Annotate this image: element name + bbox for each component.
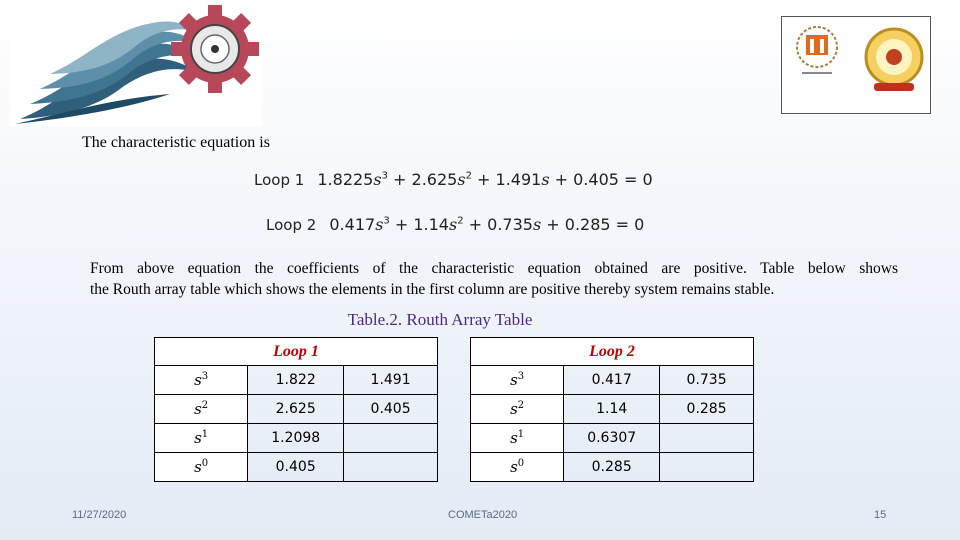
table-cell: 1.822: [248, 366, 344, 395]
row-power: $s^0$: [155, 453, 248, 482]
table-cell: 0.6307: [564, 424, 660, 453]
table-cell: 0.405: [344, 395, 438, 424]
row-power: $s^2$: [471, 395, 564, 424]
table-row: [471, 453, 754, 482]
table-cell: 0.285: [564, 453, 660, 482]
table-cell: [660, 453, 754, 482]
equation-loop-2: Loop 2 $0.417s^3 + 1.14s^2 + 0.735s + 0.285 = 0$: [266, 215, 645, 234]
table-cell: 0.285: [660, 395, 754, 424]
table-row: [471, 366, 754, 395]
page-number: 15: [874, 509, 887, 521]
table-row: [471, 395, 754, 424]
table-cell: [660, 424, 754, 453]
table-cell: [344, 424, 438, 453]
gear-icon: [171, 5, 259, 93]
equation-label: Loop 1: [254, 171, 305, 189]
left-emblem-icon: [797, 27, 837, 74]
table-cell: 2.625: [248, 395, 344, 424]
right-emblem-icon: [866, 29, 922, 91]
row-power: $s^0$: [471, 453, 564, 482]
table-cell: 1.491: [344, 366, 438, 395]
table-row: [155, 366, 438, 395]
table-title: Loop 1: [155, 338, 438, 366]
table-row: [155, 395, 438, 424]
routh-table-loop-1: [154, 337, 438, 482]
table-caption: Table.2. Routh Array Table: [347, 310, 533, 329]
row-power: $s^2$: [155, 395, 248, 424]
table-cell: 0.417: [564, 366, 660, 395]
wave-swirl-graphic: [15, 21, 200, 124]
footer-date: 11/27/2020: [72, 509, 127, 521]
table-row: [155, 453, 438, 482]
intro-text: The characteristic equation is: [82, 134, 270, 151]
row-power: $s^3$: [155, 366, 248, 395]
table-cell: 0.405: [248, 453, 344, 482]
explanation-paragraph: From above equation the coefficients of the characteristic equation obtained are positive. Table below shows the Routh array table which shows the elements in the first column are positive thereby system remains stable.: [90, 260, 898, 298]
table-cell: [344, 453, 438, 482]
table-row: [155, 424, 438, 453]
routh-table-loop-2: [470, 337, 754, 482]
table-cell: 1.14: [564, 395, 660, 424]
row-power: $s^1$: [155, 424, 248, 453]
row-power: $s^1$: [471, 424, 564, 453]
equation-loop-1: Loop 1 $1.8225s^3 + 2.625s^2 + 1.491s + 0.405 = 0$: [254, 170, 653, 189]
table-title: Loop 2: [471, 338, 754, 366]
table-cell: 1.2098: [248, 424, 344, 453]
equation-label: Loop 2: [266, 216, 317, 234]
table-cell: 0.735: [660, 366, 754, 395]
row-power: $s^3$: [471, 366, 564, 395]
partner-logos: [781, 16, 931, 114]
institute-logo: [10, 4, 262, 126]
table-row: [471, 424, 754, 453]
footer-conference: COMETa2020: [448, 509, 518, 521]
